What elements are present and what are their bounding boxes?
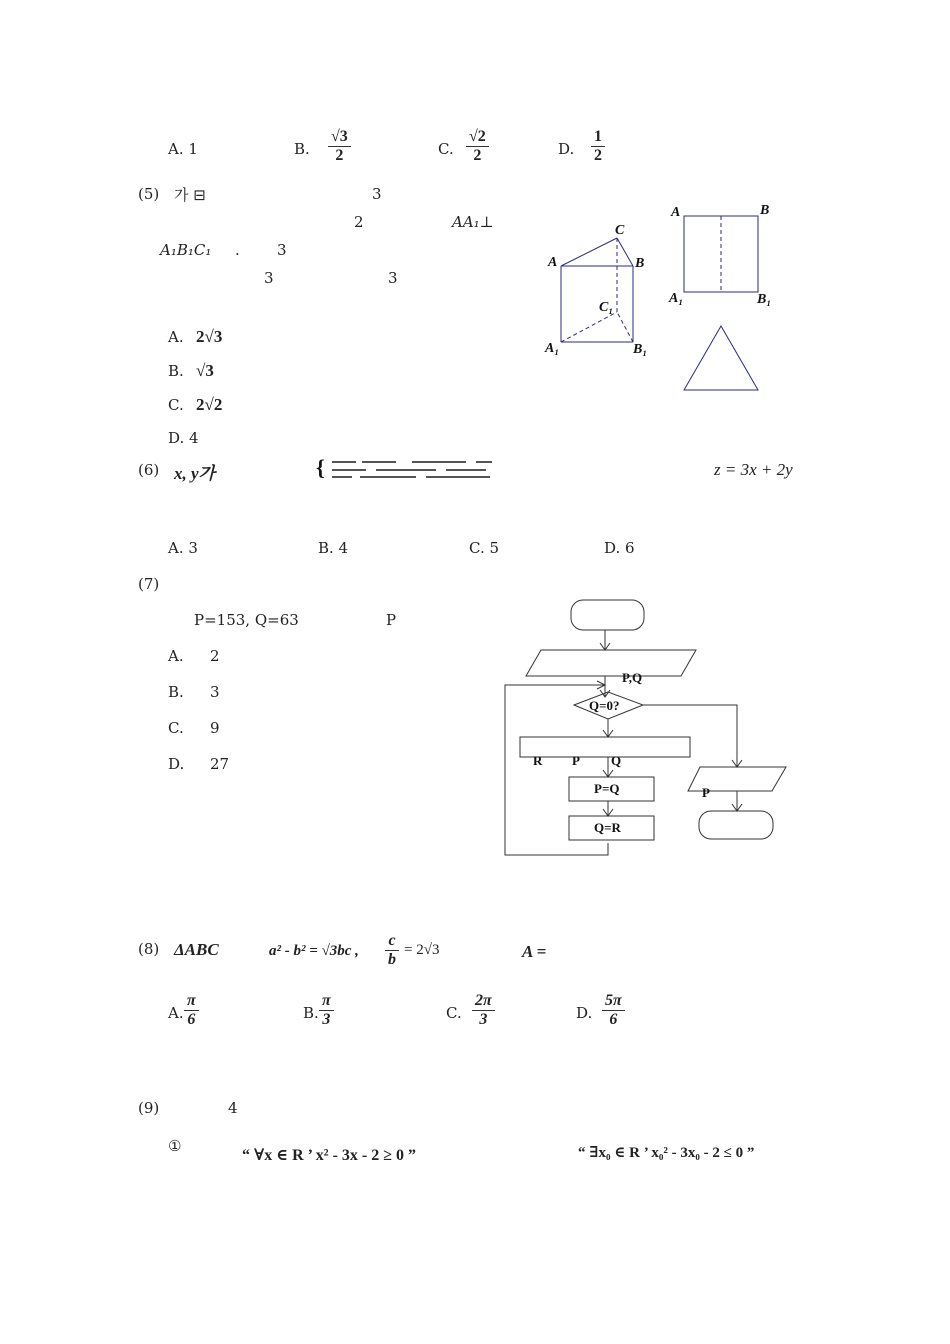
q6-option-b: B. 4 (318, 539, 349, 557)
q8-condition-2: = 2√3 (404, 942, 440, 958)
prism-label-a1: A₁ (545, 341, 560, 356)
q6-number: (6) (138, 461, 160, 479)
q7-option-b-label: B. (168, 683, 184, 701)
q7-number: (7) (138, 575, 160, 593)
flow-condition: Q=0? (589, 698, 620, 713)
q5-number-2: 2 (354, 213, 364, 231)
q5-option-b-value: √3 (196, 361, 214, 380)
q5-option-a-value: 2√3 (196, 327, 223, 346)
flow-assign-p: P=Q (594, 781, 620, 796)
q8-triangle: ΔABC (174, 940, 219, 959)
q5-option-c-value: 2√2 (196, 395, 223, 414)
q9-number: (9) (138, 1099, 160, 1117)
q8-ask: A = (522, 942, 547, 961)
q8-condition-1: a² - b² = √3bc , (269, 943, 359, 959)
q6-option-a: A. 3 (168, 539, 198, 557)
q8-ratio-fraction (385, 932, 399, 968)
q8-option-a-fraction (184, 992, 199, 1028)
svg-text:{: { (316, 455, 325, 480)
q9-proposition-2: “ ∃x₀ ∈ R ’ x₀² - 3x₀ - 2 ≤ 0 ” (578, 1145, 755, 1161)
fraction-numerator: 5π (602, 992, 625, 1011)
q4-option-b-label: B. (294, 140, 310, 158)
front-label-b1: B₁ (757, 292, 772, 307)
q4-option-a: A. 1 (168, 140, 198, 158)
q5-aa1-perp: AA₁⊥ (452, 213, 494, 231)
q5-number-3c: 3 (264, 269, 274, 287)
fraction-denominator: 2 (473, 146, 482, 164)
q7-option-a-label: A. (168, 647, 184, 665)
q9-number-4: 4 (228, 1099, 238, 1117)
prism-label-c1: C₁ (599, 300, 614, 315)
q5-option-c-label: C. (168, 396, 184, 414)
fraction-denominator: 2 (335, 146, 344, 164)
q8-option-d-label: D. (576, 1004, 593, 1022)
fraction-denominator: 6 (609, 1010, 618, 1028)
front-label-b: B (760, 203, 770, 218)
fraction-numerator: 2π (472, 992, 495, 1011)
q5-option-b-label: B. (168, 362, 184, 380)
fraction-numerator: π (319, 992, 334, 1011)
q7-given: P=153, Q=63 (194, 611, 299, 629)
q7-option-c-value: 9 (210, 719, 220, 737)
q6-objective: z = 3x + 2y (714, 460, 793, 479)
q7-option-d-value: 27 (210, 755, 230, 773)
prism-label-b1: B₁ (633, 342, 648, 357)
front-label-a1: A₁ (669, 291, 684, 306)
q5-stem-start: 가 ⊟ (174, 186, 206, 204)
q9-item-1: ① (168, 1137, 182, 1155)
q7-ask: P (386, 611, 397, 629)
q6-option-c: C. 5 (469, 539, 500, 557)
fraction-denominator: 3 (479, 1010, 488, 1028)
q9-proposition-1: “ ∀x ∈ R ’ x² - 3x - 2 ≥ 0 ” (242, 1147, 417, 1164)
q8-option-c-fraction (472, 992, 495, 1028)
flow-r-label: R (533, 753, 543, 768)
q5-option-a-label: A. (168, 328, 184, 346)
q4-option-c-label: C. (438, 140, 454, 158)
flow-input-label: P,Q (622, 670, 643, 685)
fraction-numerator: 1 (591, 128, 605, 147)
q5-a1b1c1: A₁B₁C₁ (160, 241, 212, 259)
q5-option-d: D. 4 (168, 429, 199, 447)
q7-option-a-value: 2 (210, 647, 220, 665)
fraction-numerator: √3 (328, 128, 351, 147)
q5-number-3a: 3 (372, 185, 382, 203)
flow-p-label: P (572, 753, 580, 768)
q8-number: (8) (138, 940, 160, 958)
q6-option-d: D. 6 (604, 539, 635, 557)
fraction-denominator: 2 (594, 146, 602, 164)
prism-label-a: A (548, 255, 558, 270)
flow-q-label: Q (611, 753, 622, 768)
fraction-numerator: √2 (466, 128, 489, 147)
q7-option-b-value: 3 (210, 683, 220, 701)
flow-output-label: P (702, 785, 710, 800)
q8-option-d-fraction (602, 992, 625, 1028)
q5-number-3d: 3 (388, 269, 398, 287)
q4-option-d-label: D. (558, 140, 575, 158)
fraction-denominator: 6 (187, 1010, 196, 1028)
prism-label-c: C (615, 223, 625, 238)
q5-number: (5) (138, 185, 160, 203)
fraction-denominator: b (388, 950, 396, 968)
q7-option-d-label: D. (168, 755, 185, 773)
q5-period: . (235, 241, 240, 259)
flow-assign-q: Q=R (594, 820, 621, 835)
q8-option-b-fraction (319, 992, 334, 1028)
fraction-numerator: c (385, 932, 398, 951)
prism-label-b: B (635, 256, 645, 271)
q6-variables: x, y가 (174, 464, 215, 483)
q8-option-c-label: C. (446, 1004, 462, 1022)
front-label-a: A (671, 205, 681, 220)
q5-number-3b: 3 (277, 241, 287, 259)
fraction-numerator: π (184, 992, 199, 1011)
q8-option-a-label: A. (168, 1004, 184, 1022)
q7-option-c-label: C. (168, 719, 184, 737)
q8-option-b-label: B. (303, 1004, 319, 1022)
fraction-denominator: 3 (322, 1010, 331, 1028)
